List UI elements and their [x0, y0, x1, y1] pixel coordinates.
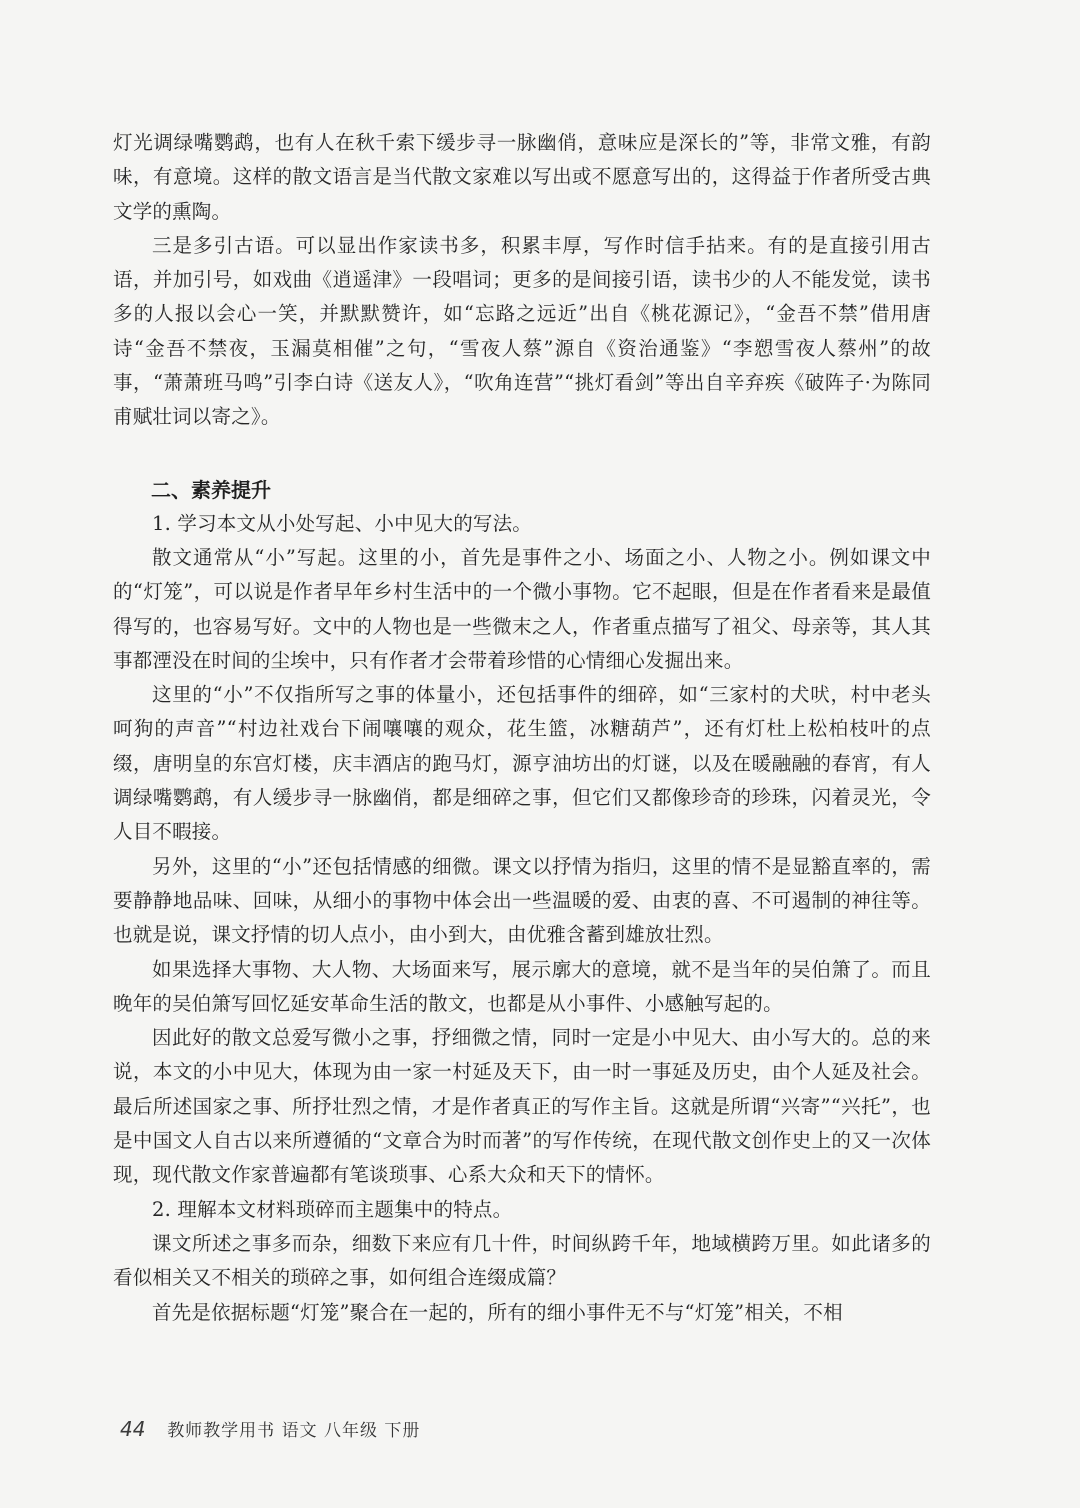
paragraph: 首先是依据标题“灯笼”聚合在一起的，所有的细小事件无不与“灯笼”相关，不相	[152, 1300, 843, 1324]
paragraph-continued: 灯光调绿嘴鹦鹉，也有人在秋千索下缓步寻一脉幽俏，意味应是深长的”等，非常文雅，有韵味，有意境。这样的散文语言是当代散文家难以写出或不愿意写出的，这得益于作者所受古典文学的熏陶。	[113, 131, 931, 223]
paragraph: 另外，这里的“小”还包括情感的细微。课文以抒情为指归，这里的情不是显豁直率的，需要静静地品味、回味，从细小的事物中体会出一些温暖的爱、由衷的喜、不可遏制的神往等。也就是说，课文抒情的切人点小，由小到大，由优雅含蓄到雄放壮烈。	[113, 854, 931, 947]
paragraph-quoting-classics: 三是多引古语。可以显出作家读书多，积累丰厚，写作时信手拈来。有的是直接引用古语，并加引号，如戏曲《逍遥津》一段唱词；更多的是间接引语，读书少的人不能发觉，读书多的人报以会心一笑，并默默赞许，如“忘路之远近”出自《桃花源记》，“金吾不禁”借用唐诗“金吾不禁夜，玉漏莫相催”之句，“雪夜人蔡”源自《资治通鉴》“李愬雪夜人蔡州”的故事，“萧萧班马鸣”引李白诗《送友人》，“吹角连营”“挑灯看剑”等出自辛弃疾《破阵子·为陈同甫赋壮词以寄之》。	[113, 233, 931, 429]
subheading-1: 1. 学习本文从小处写起、小中见大的写法。	[152, 511, 533, 535]
paragraph: 课文所述之事多而杂，细数下来应有几十件，时间纵跨千年，地域横跨万里。如此诸多的看似相关又不相关的琐碎之事，如何组合连缀成篇？	[113, 1231, 931, 1290]
paragraph: 因此好的散文总爱写微小之事，抒细微之情，同时一定是小中见大、由小写大的。总的来说，本文的小中见大，体现为由一家一村延及天下，由一时一事延及历史，由个人延及社会。最后所述国家之事、所抒壮烈之情，才是作者真正的写作主旨。这就是所谓“兴寄”“兴托”，也是中国文人自古以来所遵循的“文章合为时而著”的写作传统，在现代散文创作史上的又一次体现，现代散文作家普遍都有笔谈琐事、心系大众和天下的情怀。	[113, 1026, 931, 1187]
section-heading: 二、素养提升	[151, 477, 271, 502]
subheading-2: 2. 理解本文材料琐碎而主题集中的特点。	[152, 1197, 513, 1221]
paragraph: 散文通常从“小”写起。这里的小，首先是事件之小、场面之小、人物之小。例如课文中的“灯笼”，可以说是作者早年乡村生活中的一个微小事物。它不起眼，但是在作者看来是最值得写的，也容易写好。文中的人物也是一些微末之人，作者重点描写了祖父、母亲等，其人其事都湮没在时间的尘埃中，只有作者才会带着珍惜的心情细心发掘出来。	[113, 545, 931, 672]
page-footer	[120, 1416, 420, 1441]
book-title: 教师教学用书 语文 八年级 下册	[167, 1421, 421, 1441]
page-number: 44	[120, 1417, 146, 1441]
section-gap	[113, 435, 931, 473]
paragraph: 如果选择大事物、大人物、大场面来写，展示廓大的意境，就不是当年的吴伯箫了。而且晚年的吴伯箫写回忆延安革命生活的散文，也都是从小事件、小感触写起的。	[113, 957, 931, 1015]
page-body	[113, 126, 931, 1330]
paragraph: 这里的“小”不仅指所写之事的体量小，还包括事件的细碎，如“三家村的犬吠，村中老头呵狗的声音”“村边社戏台下闹嚷嚷的观众，花生篮，冰糖葫芦”，还有灯杜上松柏枝叶的点缀，唐明皇的东宫灯楼，庆丰酒店的跑马灯，源亨油坊出的灯谜，以及在暖融融的春宵，有人调绿嘴鹦鹉，有人缓步寻一脉幽俏，都是细碎之事，但它们又都像珍奇的珍珠，闪着灵光，令人目不暇接。	[113, 683, 931, 844]
